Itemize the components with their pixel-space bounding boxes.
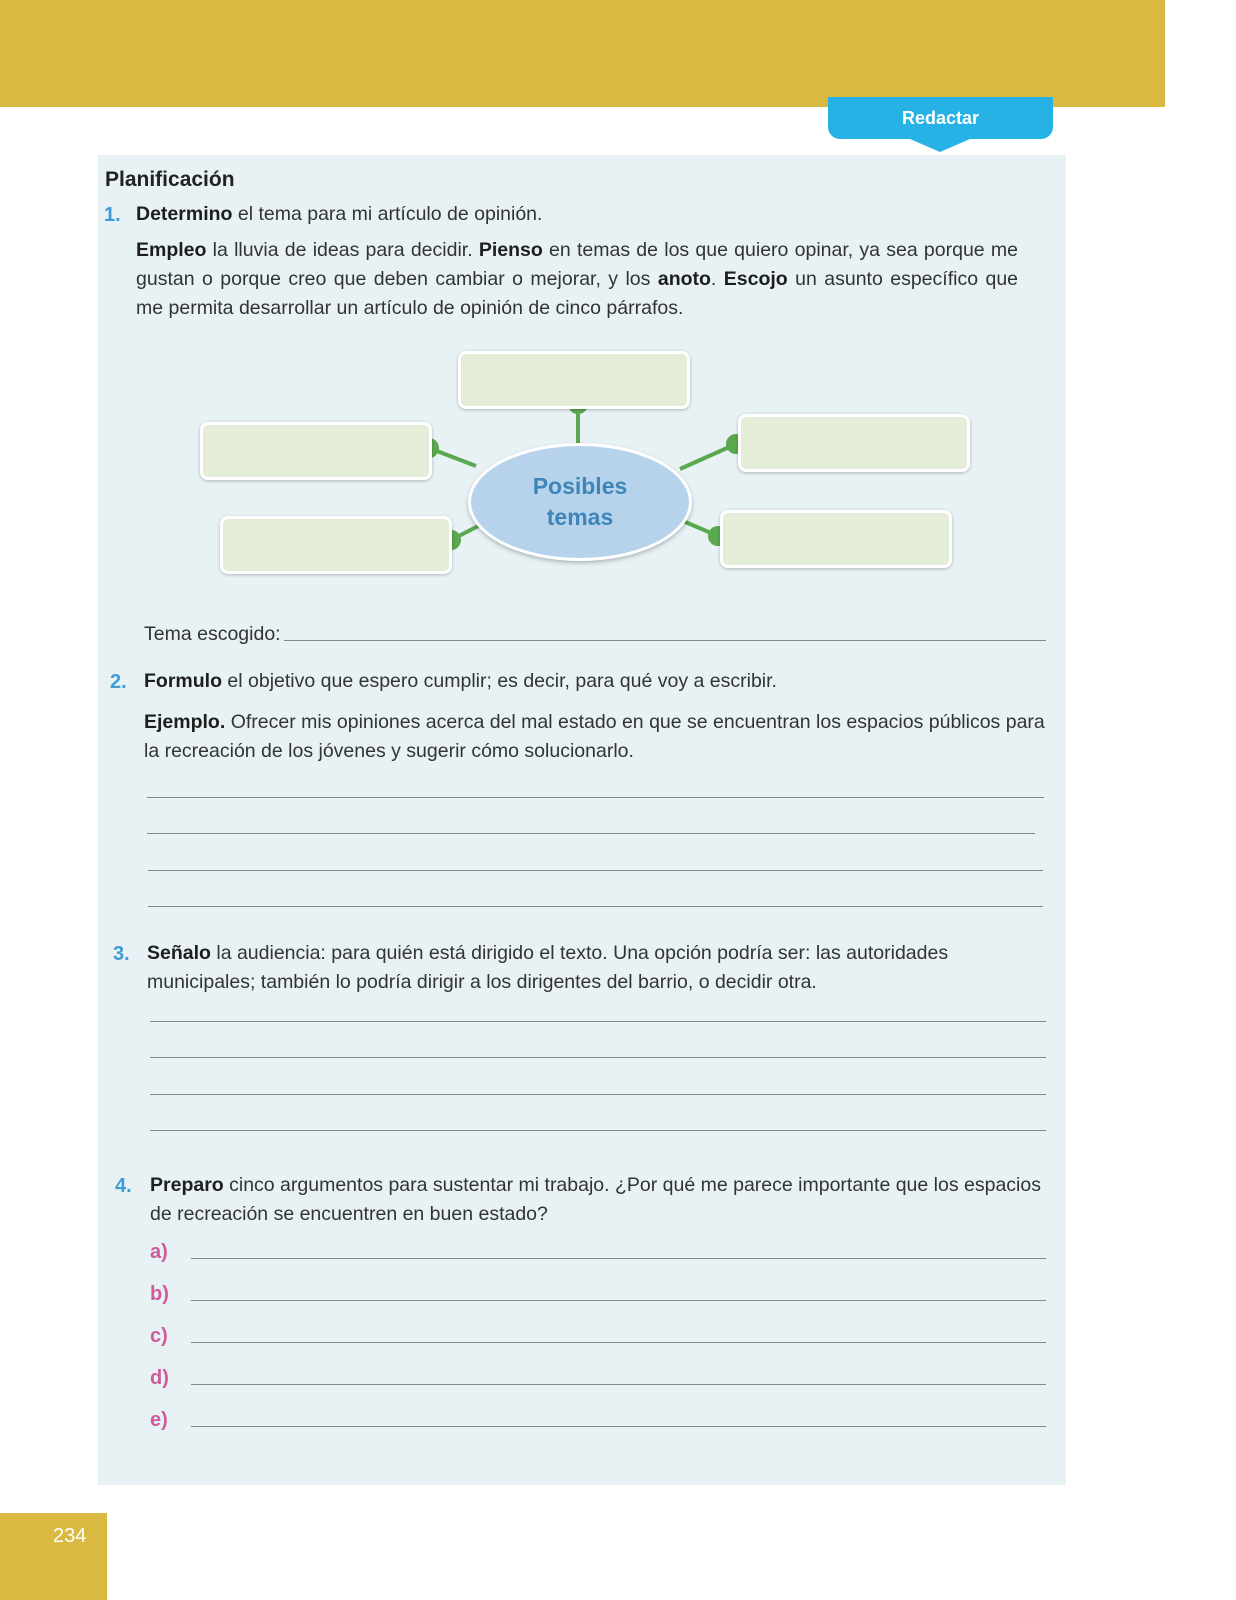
- answer-line-q2-1[interactable]: [147, 797, 1044, 798]
- instruction-text-2: en temas de los que quiero opinar, ya sea porque me gustan o porque creo que deben cambiar o mejorar, y los: [136, 239, 1018, 290]
- item-letter-c: c): [150, 1325, 168, 1347]
- idea-box-left-top[interactable]: [200, 422, 432, 480]
- question-3-title-text: la audiencia: para quién está dirigido el texto. Una opción podría ser: las autoridades municipales; también lo podría dirigir a los dirigentes del barrio, o decidir otra.: [147, 942, 949, 993]
- section-heading: Planificación: [105, 168, 235, 191]
- question-1-title-text: el tema para mi artículo de opinión.: [232, 203, 543, 225]
- answer-line-a[interactable]: [191, 1258, 1046, 1259]
- answer-line-q2-3[interactable]: [148, 870, 1043, 871]
- item-letter-b: b): [150, 1283, 169, 1305]
- answer-line-q2-4[interactable]: [148, 906, 1043, 907]
- instruction-verb-pienso: Pienso: [478, 239, 543, 261]
- question-2-example: [144, 708, 1049, 766]
- instruction-verb-anoto: anoto: [657, 268, 711, 290]
- question-4-verb: Preparo: [150, 1174, 224, 1196]
- answer-line-q2-2[interactable]: [147, 833, 1035, 834]
- question-2-number: 2.: [110, 671, 127, 693]
- answer-line-e[interactable]: [191, 1426, 1046, 1427]
- question-3-number: 3.: [113, 943, 130, 965]
- example-text: Ofrecer mis opiniones acerca del mal estado en que se encuentran los espacios públicos para la recreación de los jóvenes y sugerir cómo solucionarlo.: [144, 711, 1045, 762]
- mind-map-center-line2: temas: [546, 504, 614, 530]
- question-1-verb: Determino: [136, 203, 233, 225]
- idea-box-right-top[interactable]: [738, 414, 970, 472]
- mind-map-center-line1: Posibles: [532, 473, 628, 499]
- question-2-title: [144, 667, 1024, 696]
- answer-line-q3-3[interactable]: [150, 1094, 1046, 1095]
- instruction-verb-escojo: Escojo: [723, 268, 788, 290]
- item-letter-d: d): [150, 1367, 169, 1389]
- question-1-instructions: [136, 236, 1018, 323]
- answer-line-c[interactable]: [191, 1342, 1046, 1343]
- answer-line-q3-4[interactable]: [150, 1130, 1046, 1131]
- question-1-number: 1.: [104, 204, 121, 226]
- question-4-title-text: cinco argumentos para sustentar mi trabajo. ¿Por qué me parece importante que los espacios de recreación se encuentren en buen estado?: [150, 1174, 1041, 1225]
- instruction-text-1: la lluvia de ideas para decidir.: [206, 239, 479, 261]
- question-1-title: [136, 200, 1016, 229]
- section-tab-pointer: [910, 139, 970, 152]
- instruction-text-3: .: [710, 268, 724, 290]
- tema-escogido-line[interactable]: [284, 640, 1046, 641]
- question-2-title-text: el objetivo que espero cumplir; es decir, para qué voy a escribir.: [222, 670, 777, 692]
- section-tab-label: Redactar: [901, 107, 980, 128]
- question-4-number: 4.: [115, 1175, 132, 1197]
- item-letter-e: e): [150, 1409, 168, 1431]
- idea-box-right-bottom[interactable]: [720, 510, 952, 568]
- mind-map-center: [468, 443, 692, 561]
- example-label: Ejemplo.: [144, 711, 226, 733]
- instruction-text-4: un asunto específico que me permita desarrollar un artículo de opinión de cinco párrafos.: [136, 268, 1019, 319]
- idea-box-top[interactable]: [458, 351, 690, 409]
- answer-line-b[interactable]: [191, 1300, 1046, 1301]
- answer-line-d[interactable]: [191, 1384, 1046, 1385]
- item-letter-a: a): [150, 1241, 168, 1263]
- question-2-verb: Formulo: [144, 670, 222, 692]
- section-tab-redactar: [828, 97, 1053, 139]
- answer-line-q3-1[interactable]: [150, 1021, 1046, 1022]
- question-3-verb: Señalo: [147, 942, 211, 964]
- question-4-title: [150, 1171, 1055, 1229]
- top-color-band: [0, 0, 1165, 107]
- tema-escogido-label: Tema escogido:: [144, 623, 281, 645]
- idea-box-left-bottom[interactable]: [220, 516, 452, 574]
- question-3-title: [147, 939, 1052, 997]
- page-number: 234: [53, 1525, 87, 1547]
- answer-line-q3-2[interactable]: [150, 1057, 1046, 1058]
- instruction-verb-empleo: Empleo: [136, 239, 207, 261]
